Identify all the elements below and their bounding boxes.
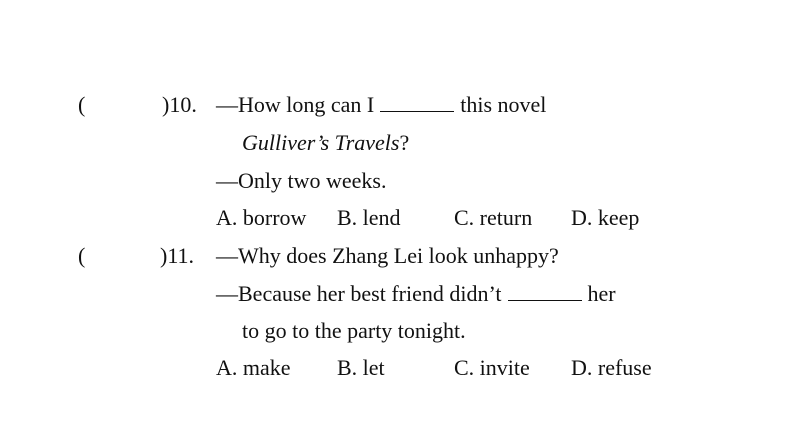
- q11-answer-text-a: —Because her best friend didn’t: [216, 281, 502, 306]
- q10-option-a[interactable]: A. borrow: [216, 205, 307, 230]
- q10-question-text-a: —How long can I: [216, 92, 375, 117]
- q10-answer-slot[interactable]: [96, 92, 160, 118]
- q11-answer-line2: to go to the party tonight.: [242, 318, 466, 343]
- q11-paren-open: (: [78, 243, 86, 268]
- q10-fill-blank[interactable]: [380, 93, 454, 112]
- q11-option-b[interactable]: B. let: [337, 355, 385, 380]
- q10-book-title: Gulliver’s Travels: [242, 130, 400, 155]
- q11-fill-blank[interactable]: [508, 282, 582, 301]
- q10-question-line2: [242, 130, 409, 156]
- q11-question-line: —Why does Zhang Lei look unhappy?: [216, 243, 559, 268]
- q10-number: )10.: [162, 92, 197, 117]
- q10-paren-open: (: [78, 92, 86, 117]
- q10-option-b[interactable]: B. lend: [337, 205, 401, 230]
- q11-answer-slot[interactable]: [96, 243, 160, 269]
- q11-option-d[interactable]: D. refuse: [571, 355, 652, 380]
- q11-option-a[interactable]: A. make: [216, 355, 291, 380]
- q11-number: )11.: [160, 243, 195, 268]
- q10-question-mark: ?: [399, 130, 410, 155]
- q10-option-d[interactable]: D. keep: [571, 205, 640, 230]
- q10-question-text-b: this novel: [460, 92, 547, 117]
- q11-answer-text-b: her: [587, 281, 616, 306]
- q10-question-line1: [216, 92, 546, 118]
- q10-option-c[interactable]: C. return: [454, 205, 533, 230]
- q11-option-c[interactable]: C. invite: [454, 355, 530, 380]
- q11-answer-line1: [216, 281, 616, 307]
- q10-answer-line: —Only two weeks.: [216, 168, 387, 193]
